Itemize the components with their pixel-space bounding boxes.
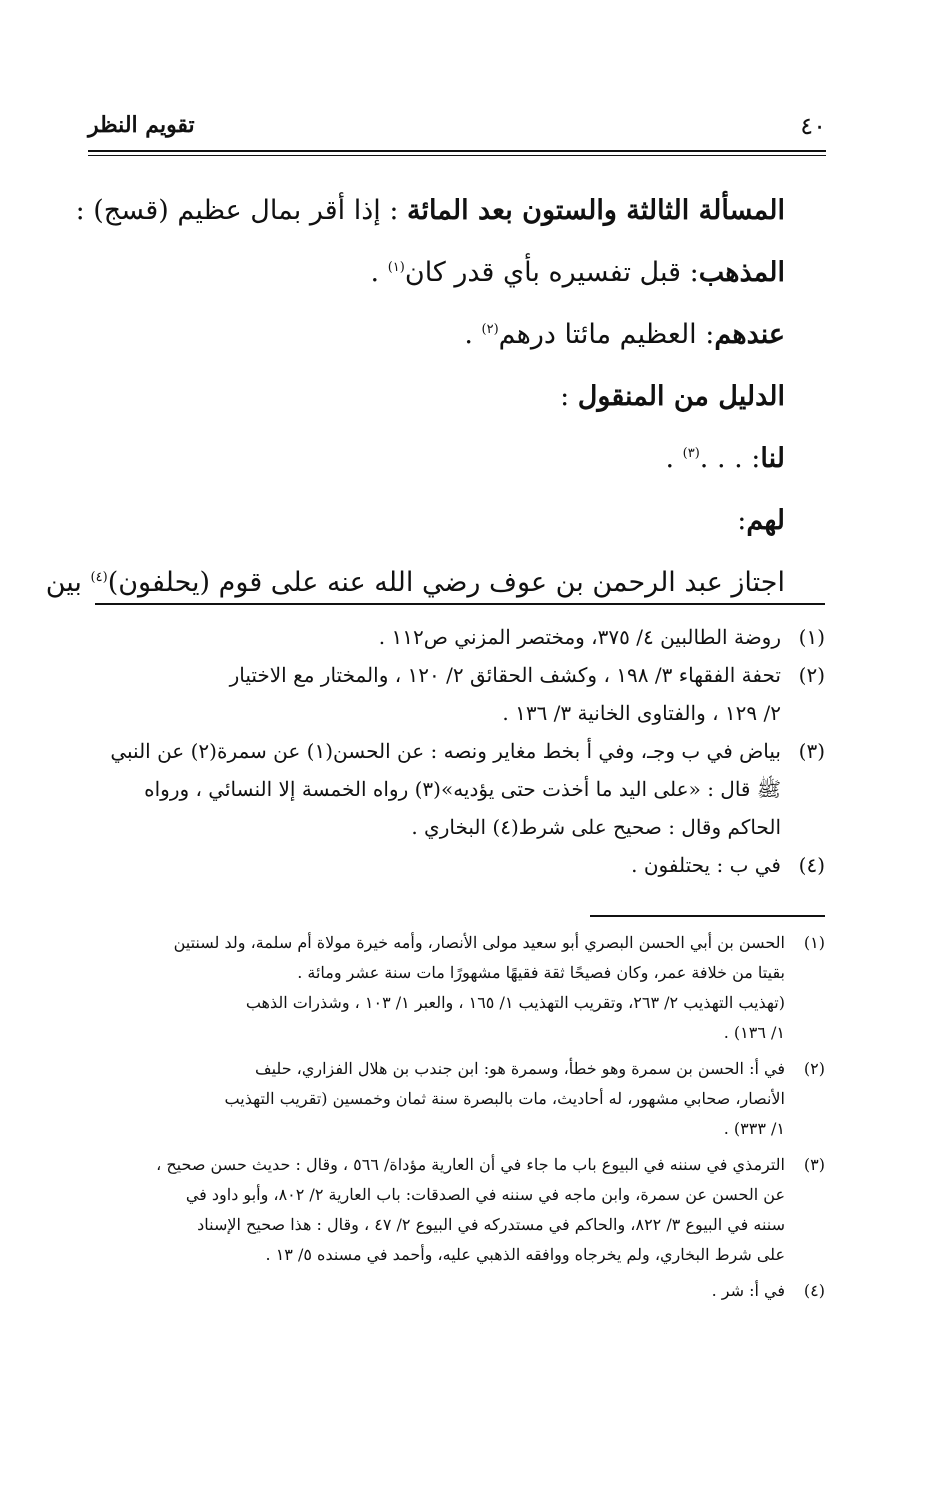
header-rule (88, 150, 826, 152)
issue-label: المسألة الثالثة والستون بعد المائة (407, 195, 785, 226)
footnote (105, 846, 825, 884)
footnote-ref: (٢) (481, 322, 499, 337)
footnote-line: بياض في ب وجـ، وفي أ بخط مغاير ونصه : عن الحسن(١) عن سمرة(٢) عن النبي (110, 739, 781, 763)
footnote (105, 928, 825, 1048)
footnotes-secondary (105, 928, 825, 1312)
footnote-rule-short (590, 915, 825, 917)
dalil-label: الدليل من المنقول (577, 381, 785, 412)
footnote (105, 1150, 825, 1270)
footnote (105, 732, 825, 846)
footnotes-primary (105, 618, 825, 884)
line-end: . (665, 443, 683, 474)
madhhab-text: : قبل تفسيره بأي قدر كان (404, 257, 699, 288)
dalil-line (165, 366, 785, 428)
running-title: تقويم النظر (88, 112, 195, 138)
footnote-line: في ب : يحتلفون . (631, 853, 781, 877)
footnote-number: (٢) (798, 663, 825, 687)
footnote-line: في أ: الحسن بن سمرة وهو خطأ، وسمرة هو: ابن جندب بن هلال الفزاري، حليف (255, 1059, 785, 1078)
footnote-number: (١) (798, 625, 825, 649)
lana-line (165, 428, 785, 490)
footnote-number: (٣) (803, 1155, 825, 1174)
footnote-line: بقيتا من خلافة عمر، وكان فصيحًا ثقة فقيهًا مشهورًا مات سنة عشر ومائة . (297, 963, 785, 982)
footnote-line: ٢/ ١٢٩ ، والفتاوى الخانية ٣/ ١٣٦ . (502, 701, 781, 725)
footnote (105, 618, 825, 656)
line-end: بين (45, 567, 91, 598)
main-text (45, 180, 785, 614)
footnote-line: على شرط البخاري، ولم يخرجاه ووافقه الذهبي عليه، وأحمد في مسنده ٥/ ١٣ . (265, 1245, 785, 1264)
footnote (105, 1276, 825, 1306)
footnote-line: في أ: شر . (711, 1281, 785, 1300)
footnote-line: الحسن بن أبي الحسن البصري أبو سعيد مولى الأنصار، وأمه خيرة مولاة أم سلمة، ولد لسنتين (173, 933, 785, 952)
issue-heading (75, 180, 785, 242)
footnote-line: سننه في البيوع ٣/ ٨٢٢، والحاكم في مستدركه في البيوع ٢/ ٤٧ ، وقال : هذا صحيح الإسناد (197, 1215, 785, 1234)
footnote-line: الترمذي في سننه في البيوع باب ما جاء في أن العارية مؤداة/ ٥٦٦ ، وقال : حديث حسن صحيح ، (156, 1155, 785, 1174)
indahum-text: : العظيم مائتا درهم (498, 319, 715, 350)
footnote-number: (٢) (803, 1059, 825, 1078)
lana-text: : . . . (699, 443, 761, 474)
madhhab-line (165, 242, 785, 304)
footnote (105, 1054, 825, 1144)
footnote-number: (٣) (798, 739, 825, 763)
footnote-line: تحفة الفقهاء ٣/ ١٩٨ ، وكشف الحقائق ٢/ ١٢٠ ، والمختار مع الاختيار (229, 663, 781, 687)
header-rule-thin (88, 155, 826, 156)
footnote-line: (تهذيب التهذيب ٢/ ٢٦٣، وتقريب التهذيب ١/ ١٦٥ ، والعبر ١/ ١٠٣ ، وشذرات الذهب (245, 993, 785, 1012)
lahum-line (165, 490, 785, 552)
footnote-ref: (٤) (90, 570, 108, 585)
indahum-label: عندهم (714, 319, 785, 350)
footnote-rule (95, 603, 825, 605)
footnote-number: (٤) (803, 1281, 825, 1300)
line-end: . (464, 319, 482, 350)
footnote-line: عن الحسن عن سمرة، وابن ماجه في سننه في الصدقات: باب العارية ٢/ ٨٠٢، وأبو داود في (185, 1185, 785, 1204)
line-end: . (370, 257, 388, 288)
footnote (105, 656, 825, 732)
issue-text: : إذا أقر بمال عظيم (قسج) : (75, 195, 399, 226)
footnote-ref: (١) (387, 260, 405, 275)
footnote-line: ١/ ٣٣٣) . (723, 1119, 785, 1138)
footnote-line: الحاكم وقال : صحيح على شرط(٤) البخاري . (411, 815, 781, 839)
madhhab-label: المذهب (698, 257, 785, 288)
lana-label: لنا (760, 443, 785, 474)
footnote-line: روضة الطالبين ٤/ ٣٧٥، ومختصر المزني ص١١٢ . (378, 625, 781, 649)
footnote-number: (٤) (798, 853, 825, 877)
dalil-text: : (560, 381, 578, 412)
footnote-number: (١) (803, 933, 825, 952)
footnote-line: ﷺ قال : «على اليد ما أخذت حتى يؤديه»(٣) رواه الخمسة إلا النسائي ، ورواه (144, 777, 781, 801)
lahum-label: لهم (746, 505, 785, 536)
footnote-line: ١/ ١٣٦) . (723, 1023, 785, 1042)
page-header (88, 112, 826, 152)
page-number: ٤٠ (800, 112, 826, 140)
indahum-line (165, 304, 785, 366)
lahum-text: : (737, 505, 747, 536)
narration-text: اجتاز عبد الرحمن بن عوف رضي الله عنه على قوم (يحلفون) (107, 567, 785, 598)
footnote-line: الأنصار، صحابي مشهور، له أحاديث، مات بالبصرة سنة ثمان وخمسين (تقريب التهذيب (224, 1089, 785, 1108)
footnote-ref: (٣) (682, 446, 700, 461)
